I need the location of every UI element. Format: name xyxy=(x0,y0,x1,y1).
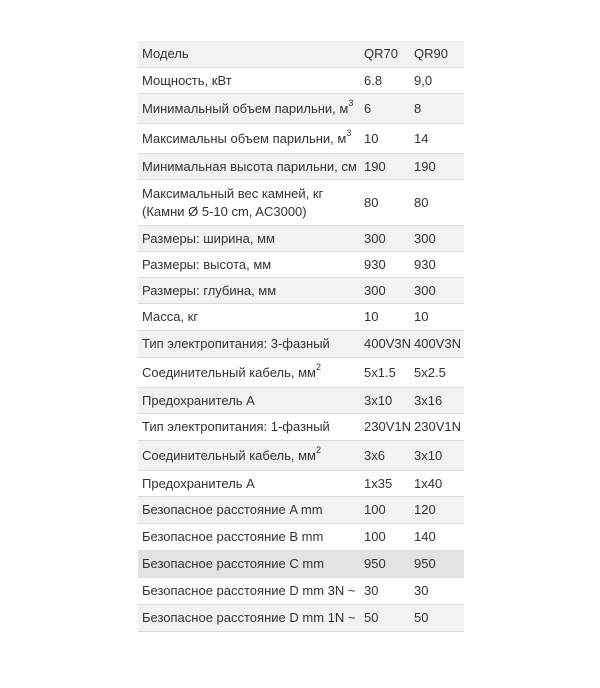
row-label: Тип электропитания: 3-фазный xyxy=(138,331,360,358)
table-row xyxy=(138,154,464,180)
qr90-value: 80 xyxy=(410,180,464,226)
qr90-value: 1x40 xyxy=(410,471,464,497)
table-row xyxy=(138,68,464,94)
table-header-row xyxy=(138,41,464,68)
table-row xyxy=(138,331,464,358)
qr70-value: 930 xyxy=(360,252,410,278)
qr70-value: 100 xyxy=(360,524,410,551)
table-row xyxy=(138,605,464,632)
qr70-value: 3x6 xyxy=(360,441,410,471)
table-row xyxy=(138,471,464,497)
qr90-value: 5x2.5 xyxy=(410,358,464,388)
row-label: Тип электропитания: 1-фазный xyxy=(138,414,360,441)
specifications-table xyxy=(138,41,464,632)
column-header-qr70: QR70 xyxy=(360,41,410,68)
row-label: Безопасное расстояние C mm xyxy=(138,551,360,578)
qr70-value: 300 xyxy=(360,278,410,304)
table-row xyxy=(138,524,464,551)
qr90-value: 400V3N xyxy=(410,331,464,358)
qr90-value: 3x10 xyxy=(410,441,464,471)
qr70-value: 50 xyxy=(360,605,410,632)
superscript: 3 xyxy=(346,128,352,139)
row-label: Соединительный кабель, $мм^2$ xyxy=(138,358,360,388)
qr70-value: 6 xyxy=(360,94,410,124)
qr70-value: 190 xyxy=(360,154,410,180)
superscript: 2 xyxy=(315,362,321,373)
table-row xyxy=(138,226,464,252)
qr90-value: 9,0 xyxy=(410,68,464,94)
column-header-model: Модель xyxy=(138,41,360,68)
qr70-value: 300 xyxy=(360,226,410,252)
row-label: Размеры: глубина, мм xyxy=(138,278,360,304)
qr90-value: 300 xyxy=(410,278,464,304)
qr90-value: 230V1N xyxy=(410,414,464,441)
qr90-value: 10 xyxy=(410,304,464,331)
qr90-value: 30 xyxy=(410,578,464,605)
row-label: Предохранитель А xyxy=(138,388,360,414)
table-row-highlighted xyxy=(138,551,464,578)
qr90-value: 50 xyxy=(410,605,464,632)
table-row xyxy=(138,124,464,154)
table-row xyxy=(138,304,464,331)
table-row xyxy=(138,278,464,304)
qr70-value: 80 xyxy=(360,180,410,226)
qr90-value: 120 xyxy=(410,497,464,524)
qr90-value: 14 xyxy=(410,124,464,154)
qr70-value: 10 xyxy=(360,124,410,154)
qr70-value: 1x35 xyxy=(360,471,410,497)
row-label: Безопасное расстояние A mm xyxy=(138,497,360,524)
qr70-value: 230V1N xyxy=(360,414,410,441)
qr90-value: 300 xyxy=(410,226,464,252)
qr90-value: 950 xyxy=(410,551,464,578)
qr90-value: 3x16 xyxy=(410,388,464,414)
row-label: Максимальный вес камней, кг (Камни Ø 5-10 cm, AC3000) xyxy=(138,180,360,226)
column-header-qr90: QR90 xyxy=(410,41,464,68)
row-label: Соединительный кабель, $мм^2$ xyxy=(138,441,360,471)
row-label: Мощность, кВт xyxy=(138,68,360,94)
qr70-value: 3x10 xyxy=(360,388,410,414)
table-row xyxy=(138,388,464,414)
row-label: Безопасное расстояние D mm 3N ~ xyxy=(138,578,360,605)
qr90-value: 140 xyxy=(410,524,464,551)
table-row xyxy=(138,578,464,605)
table-row xyxy=(138,94,464,124)
qr70-value: 5x1.5 xyxy=(360,358,410,388)
row-label: Размеры: высота, мм xyxy=(138,252,360,278)
row-label: Размеры: ширина, мм xyxy=(138,226,360,252)
table-row xyxy=(138,441,464,471)
superscript: 2 xyxy=(315,445,321,456)
qr70-value: 10 xyxy=(360,304,410,331)
table-row xyxy=(138,497,464,524)
qr90-value: 930 xyxy=(410,252,464,278)
qr70-value: 6.8 xyxy=(360,68,410,94)
table-row xyxy=(138,358,464,388)
row-label: Масса, кг xyxy=(138,304,360,331)
row-label: Максимальны объем парильни, $м^3$ xyxy=(138,124,360,154)
superscript: 3 xyxy=(348,98,354,109)
qr90-value: 190 xyxy=(410,154,464,180)
table-row xyxy=(138,414,464,441)
row-label: Предохранитель А xyxy=(138,471,360,497)
table-row xyxy=(138,180,464,226)
row-label: Минимальная высота парильни, см xyxy=(138,154,360,180)
qr70-value: 400V3N xyxy=(360,331,410,358)
table-row xyxy=(138,252,464,278)
qr90-value: 8 xyxy=(410,94,464,124)
qr70-value: 100 xyxy=(360,497,410,524)
row-label: Безопасное расстояние D mm 1N ~ xyxy=(138,605,360,632)
row-label: Безопасное расстояние B mm xyxy=(138,524,360,551)
qr70-value: 950 xyxy=(360,551,410,578)
row-label: Минимальный объем парильни, $м^3$ xyxy=(138,94,360,124)
qr70-value: 30 xyxy=(360,578,410,605)
